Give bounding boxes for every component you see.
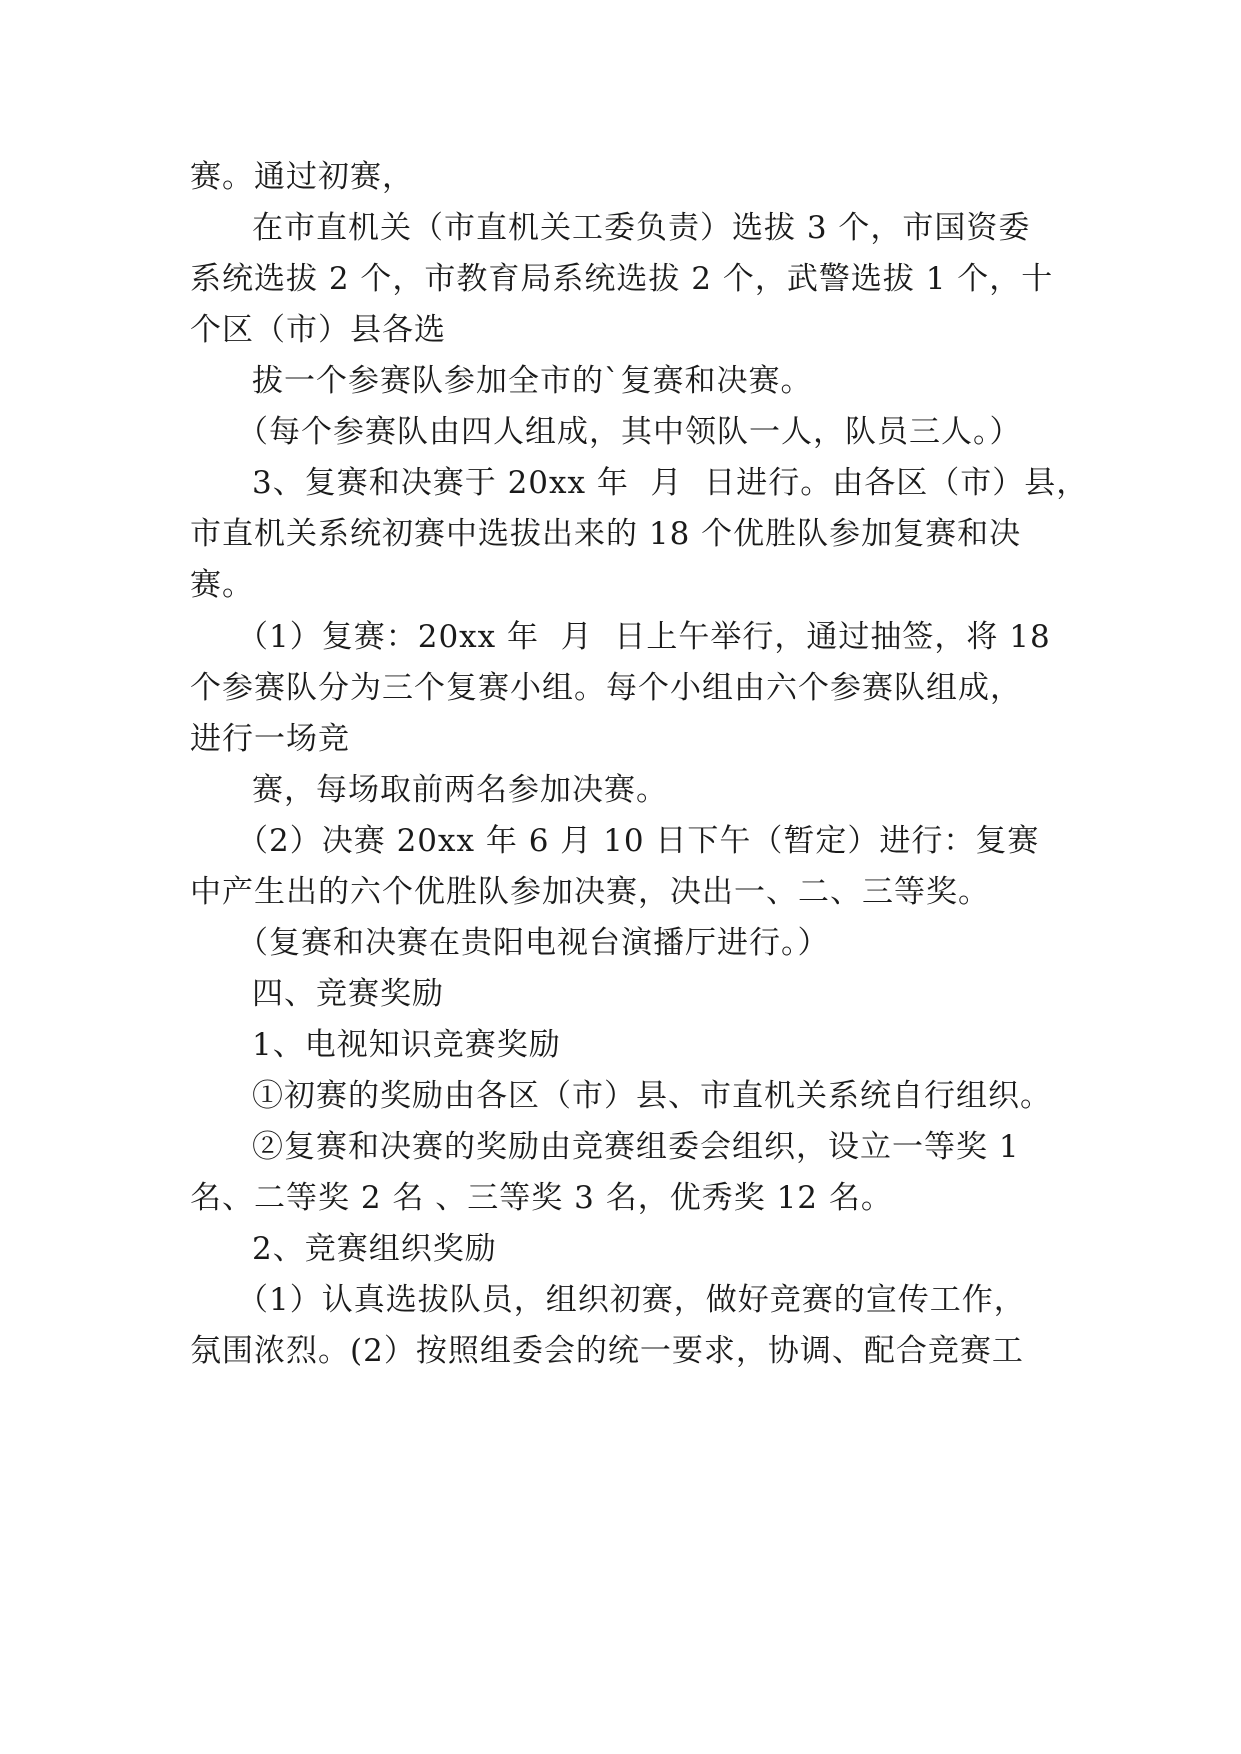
subsection-heading: 1、电视知识竞赛奖励 [252, 1027, 561, 1063]
text-line: 系统选拔 2 个，市教育局系统选拔 2 个，武警选拔 1 个，十 [190, 261, 1054, 297]
text-line: 个区（市）县各选 [190, 312, 446, 348]
text-line: 赛。通过初赛， [190, 159, 414, 195]
text-line: 3、复赛和决赛于 20xx 年 月 日进行。由各区（市）县， [252, 465, 1089, 501]
text-line: 名、二等奖 2 名 、三等奖 3 名，优秀奖 12 名。 [190, 1180, 893, 1216]
text-line: 赛，每场取前两名参加决赛。 [252, 772, 668, 808]
section-heading: 四、竞赛奖励 [252, 976, 444, 1012]
text-line: （复赛和决赛在贵阳电视台演播厅进行。） [237, 925, 830, 961]
text-line: （1）认真选拔队员，组织初赛，做好竞赛的宣传工作， [237, 1282, 1026, 1318]
text-line: （2）决赛 20xx 年 6 月 10 日下午（暂定）进行：复赛 [237, 823, 1040, 859]
text-line: 中产生出的六个优胜队参加决赛，决出一、二、三等奖。 [190, 874, 990, 910]
text-line: ②复赛和决赛的奖励由竞赛组委会组织，设立一等奖 1 [252, 1129, 1020, 1165]
text-line: （每个参赛队由四人组成，其中领队一人，队员三人。） [237, 414, 1022, 450]
text-line: 市直机关系统初赛中选拔出来的 18 个优胜队参加复赛和决 [190, 516, 1022, 552]
text-line: 在市直机关（市直机关工委负责）选拔 3 个，市国资委 [252, 210, 1031, 246]
subsection-heading: 2、竞赛组织奖励 [252, 1231, 497, 1267]
text-line: 氛围浓烈。(2）按照组委会的统一要求，协调、配合竞赛工 [190, 1333, 1024, 1369]
text-line: 赛。 [190, 567, 254, 603]
text-line: 进行一场竞 [190, 721, 350, 757]
text-line: 拔一个参赛队参加全市的`复赛和决赛。 [252, 363, 813, 399]
text-line: ①初赛的奖励由各区（市）县、市直机关系统自行组织。 [252, 1078, 1052, 1114]
text-line: （1）复赛：20xx 年 月 日上午举行，通过抽签，将 18 [237, 619, 1051, 655]
text-line: 个参赛队分为三个复赛小组。每个小组由六个参赛队组成， [190, 670, 1022, 706]
